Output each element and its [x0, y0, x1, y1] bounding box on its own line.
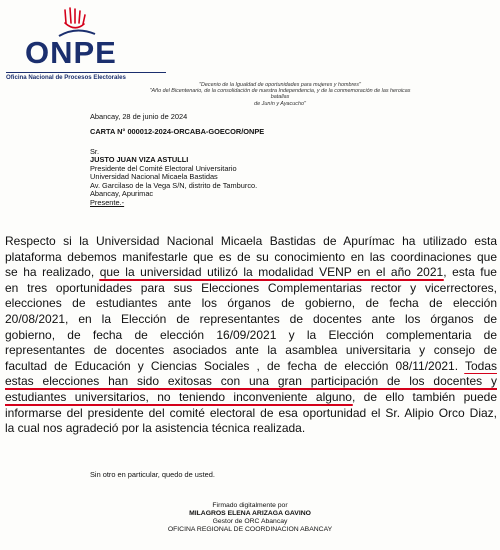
- decade-line-3: de Junín y Ayacucho": [254, 100, 306, 107]
- signature-caption: Firmado digitalmente por: [212, 502, 288, 509]
- signer-role: Gestor de ORC Abancay: [212, 518, 288, 525]
- highlighted-text: que la universidad utilizó la modalidad VENP en el año 2021: [99, 265, 444, 280]
- decade-line-1: "Decenio de la Igualdad de oportunidades para mujeres y hombres": [199, 82, 361, 88]
- closing-remark: Sin otro en particular, quedo de usted.: [90, 470, 215, 479]
- recipient-line: Presidente del Comité Electoral Universitario: [90, 164, 237, 173]
- body-line: [5, 390, 497, 406]
- body-line: la cual nos agradeció por la asistencia técnica realizada.: [5, 421, 306, 436]
- body-line: informarse del presidente del comité electoral de esa oportunidad el Sr. Alipio Orco Diaz,: [5, 405, 497, 420]
- decade-line-2: "Año del Bicentenario, de la consolidación de nuestra Independencia, y de la conmemoración de las heroicas batallas: [149, 88, 411, 101]
- signer-office: OFICINA REGIONAL DE COORDINACION ABANCAY: [167, 526, 333, 533]
- signer-name: MILAGROS ELENA ARIZAGA GAVINO: [189, 510, 311, 517]
- highlighted-text: estudiantes universitarios, no teniendo inconveniente alguno: [5, 389, 352, 404]
- body-text: , esta fue: [443, 265, 497, 280]
- recipient-line: Universidad Nacional Micaela Bastidas: [90, 172, 218, 181]
- body-text: facultad de Educación y Ciencias Sociales , de fecha de elección 08/11/2021.: [5, 358, 465, 373]
- logo-wordmark: ONPE: [25, 35, 117, 70]
- body-paragraph: [5, 234, 497, 437]
- body-line: gobierno, de fecha de elección 16/09/2021 y la Elección complementaria de: [5, 327, 497, 342]
- body-line: representantes de docentes asociados ante la asamblea universitaria y consejo de: [5, 343, 497, 358]
- recipient-line: Abancay, Apurimac: [90, 189, 154, 198]
- body-line: [5, 374, 497, 390]
- presente-label: Presente.-: [90, 198, 125, 207]
- letter-reference: CARTA N° 000012-2024-ORCABA-GOECOR/ONPE: [90, 127, 265, 136]
- letter-date: Abancay, 28 de junio de 2024: [90, 112, 188, 121]
- highlighted-text: Todas: [464, 358, 497, 373]
- highlighted-text: estas elecciones han sido exitosas con una gran participación de los docentes y: [5, 374, 497, 389]
- body-text: se ha realizado,: [5, 265, 100, 280]
- body-line: en tres oportunidades para sus Elecciones Complementarias rector y vicerrectores,: [5, 280, 497, 295]
- body-line: Respecto si la Universidad Nacional Micaela Bastidas de Apurímac ha utilizado esta: [5, 234, 497, 248]
- body-line: elecciones de estudiantes ante los órganos de gobierno, de fecha de elección: [5, 296, 497, 311]
- logo-subtitle: Oficina Nacional de Procesos Electorales: [6, 72, 166, 81]
- recipient-name: JUSTO JUAN VIZA ASTULLI: [90, 155, 189, 164]
- onpe-logo: [3, 6, 163, 80]
- body-line: plataforma debemos manifestarle que es de su conocimiento en las coordinaciones que: [5, 249, 497, 264]
- decade-motto: [140, 82, 420, 107]
- body-line: 20/08/2021, en la Elección de representantes de docentes ante los órganos de: [5, 311, 497, 326]
- recipient-line: Av. Garcilaso de la Vega S/N, distrito de Tamburco.: [90, 181, 258, 190]
- body-line: [5, 359, 497, 375]
- body-line: [5, 265, 497, 281]
- body-text: , de ello también puede: [351, 389, 497, 404]
- salutation: Sr.: [90, 147, 100, 156]
